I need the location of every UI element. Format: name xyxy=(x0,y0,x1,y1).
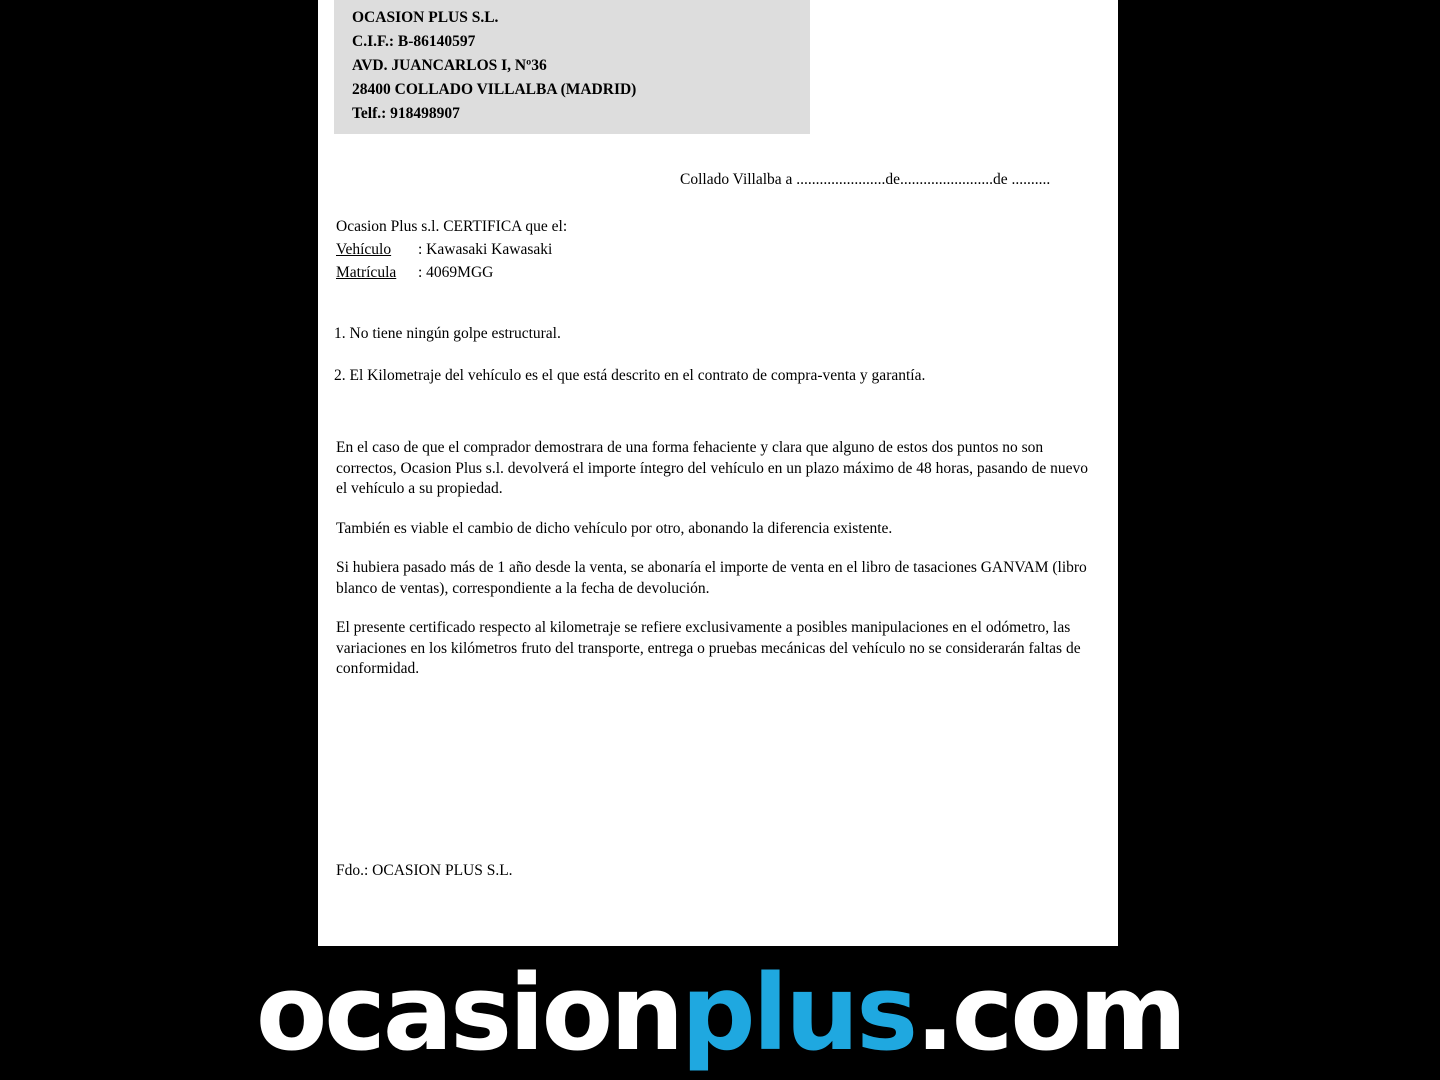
plate-row xyxy=(336,261,1096,284)
company-cif: C.I.F.: B-86140597 xyxy=(352,33,476,50)
plate-value: : 4069MGG xyxy=(418,264,494,281)
document-page xyxy=(318,0,1118,946)
certificate-block xyxy=(336,215,1096,284)
body-paragraphs xyxy=(336,438,1096,699)
brand-banner xyxy=(0,946,1440,1080)
logo-part-plus: plus xyxy=(681,952,916,1074)
paragraph: También es viable el cambio de dicho vehículo por otro, abonando la diferencia existente. xyxy=(336,519,893,537)
vehicle-value: : Kawasaki Kawasaki xyxy=(418,241,553,258)
company-header-block xyxy=(334,0,810,134)
vehicle-label: Vehículo xyxy=(336,241,392,258)
place-and-date-line: Collado Villalba a .......................de........................de .......... xyxy=(680,171,1051,188)
signature-line: Fdo.: OCASION PLUS S.L. xyxy=(336,862,513,879)
point-item: 1. No tiene ningún golpe estructural. xyxy=(334,325,561,342)
vehicle-row xyxy=(336,238,1096,261)
points-list xyxy=(334,323,1104,407)
company-name: OCASION PLUS S.L. xyxy=(352,9,499,26)
document-content xyxy=(318,0,1118,946)
paragraph: El presente certificado respecto al kilometraje se refiere exclusivamente a posibles manipulaciones en el odómetro, las variaciones en los kilómetros fruto del transporte, entrega o pruebas mecánicas del vehículo no se considerarán faltas de conformidad. xyxy=(336,619,1081,677)
company-address: AVD. JUANCARLOS I, Nº36 xyxy=(352,57,547,74)
paragraph: Si hubiera pasado más de 1 año desde la venta, se abonaría el importe de venta en el libro de tasaciones GANVAM (libro blanco de ventas), correspondiente a la fecha de devolución. xyxy=(336,559,1087,597)
ocasionplus-logo xyxy=(255,952,1185,1074)
paragraph: En el caso de que el comprador demostrara de una forma fehaciente y clara que alguno de estos dos puntos no son correctos, Ocasion Plus s.l. devolverá el importe íntegro del vehículo en un plazo máximo de 48 horas, pasando de nuevo el vehículo a su propiedad. xyxy=(336,439,1088,497)
logo-part-com: .com xyxy=(915,952,1185,1074)
logo-part-ocasion: ocasion xyxy=(255,952,682,1074)
certificate-intro: Ocasion Plus s.l. CERTIFICA que el: xyxy=(336,218,568,235)
plate-label: Matrícula xyxy=(336,264,397,281)
company-phone: Telf.: 918498907 xyxy=(352,105,460,122)
point-item: 2. El Kilometraje del vehículo es el que está descrito en el contrato de compra-venta y garantía. xyxy=(334,367,926,384)
company-city: 28400 COLLADO VILLALBA (MADRID) xyxy=(352,81,637,98)
